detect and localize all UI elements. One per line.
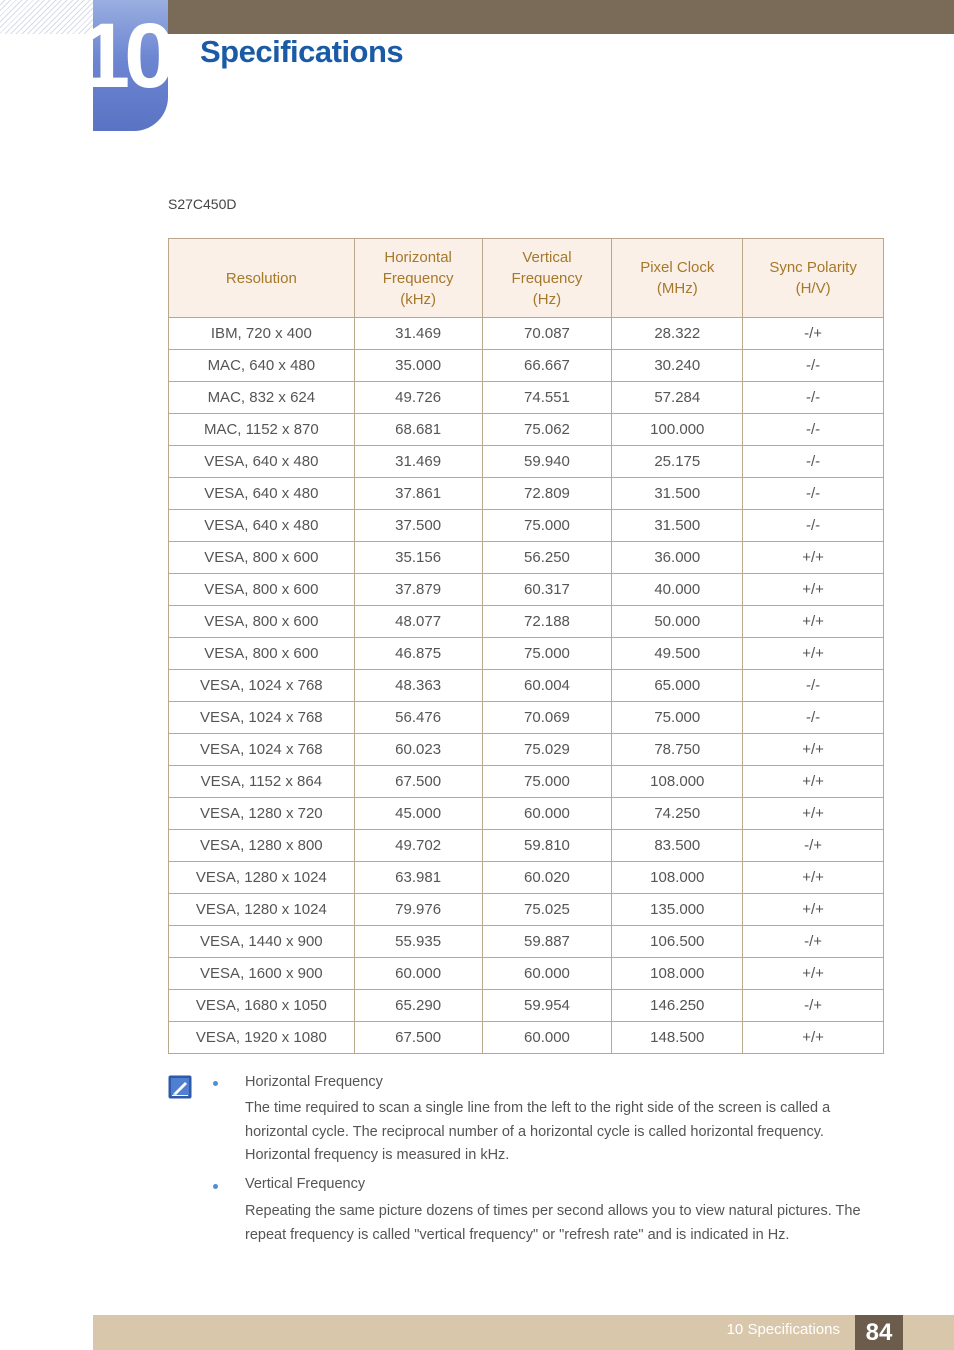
cell-horizontal-frequency: 49.726 [354,382,482,414]
cell-sync-polarity: -/- [743,446,884,478]
cell-horizontal-frequency: 56.476 [354,702,482,734]
bullet-icon [213,1184,218,1189]
column-header-resolution [169,239,355,318]
cell-sync-polarity: -/- [743,510,884,542]
header-line: (MHz) [656,280,698,297]
cell-resolution: VESA, 1024 x 768 [169,702,355,734]
cell-vertical-frequency: 59.810 [482,830,612,862]
table-row [169,638,884,670]
note-title-horizontal-frequency: Horizontal Frequency [245,1074,383,1090]
table-row [169,414,884,446]
table-body [169,318,884,1054]
cell-pixel-clock: 31.500 [612,510,743,542]
cell-vertical-frequency: 75.029 [482,734,612,766]
cell-horizontal-frequency: 48.363 [354,670,482,702]
column-header-pixel-clock [612,239,743,318]
cell-resolution: VESA, 1024 x 768 [169,734,355,766]
cell-sync-polarity: -/+ [743,318,884,350]
cell-resolution: IBM, 720 x 400 [169,318,355,350]
cell-vertical-frequency: 75.000 [482,510,612,542]
cell-vertical-frequency: 75.000 [482,638,612,670]
cell-vertical-frequency: 59.940 [482,446,612,478]
table-row [169,382,884,414]
cell-resolution: VESA, 1152 x 864 [169,766,355,798]
cell-vertical-frequency: 66.667 [482,350,612,382]
cell-horizontal-frequency: 67.500 [354,1022,482,1054]
table-row [169,798,884,830]
cell-pixel-clock: 78.750 [612,734,743,766]
cell-sync-polarity: +/+ [743,862,884,894]
cell-vertical-frequency: 60.000 [482,958,612,990]
cell-vertical-frequency: 70.087 [482,318,612,350]
cell-horizontal-frequency: 35.156 [354,542,482,574]
header-line: Sync Polarity [769,259,857,276]
cell-pixel-clock: 36.000 [612,542,743,574]
cell-horizontal-frequency: 46.875 [354,638,482,670]
table-row [169,990,884,1022]
cell-horizontal-frequency: 31.469 [354,446,482,478]
table-row [169,478,884,510]
table-row [169,510,884,542]
table-row [169,894,884,926]
cell-vertical-frequency: 60.004 [482,670,612,702]
bullet-icon [213,1081,218,1086]
cell-horizontal-frequency: 63.981 [354,862,482,894]
cell-resolution: VESA, 1280 x 1024 [169,894,355,926]
note-line: horizontal cycle. The reciprocal number of a horizontal cycle is called horizontal frequency. [245,1123,824,1140]
note-title-vertical-frequency: Vertical Frequency [245,1176,366,1192]
cell-vertical-frequency: 72.809 [482,478,612,510]
cell-vertical-frequency: 56.250 [482,542,612,574]
table-row [169,830,884,862]
cell-pixel-clock: 108.000 [612,958,743,990]
cell-resolution: VESA, 800 x 600 [169,638,355,670]
cell-resolution: VESA, 800 x 600 [169,606,355,638]
cell-horizontal-frequency: 37.500 [354,510,482,542]
table-row [169,766,884,798]
cell-horizontal-frequency: 49.702 [354,830,482,862]
cell-horizontal-frequency: 55.935 [354,926,482,958]
cell-pixel-clock: 106.500 [612,926,743,958]
table-row [169,670,884,702]
cell-pixel-clock: 28.322 [612,318,743,350]
cell-sync-polarity: +/+ [743,542,884,574]
cell-sync-polarity: -/- [743,414,884,446]
column-header-sync-polarity [743,239,884,318]
top-header-bar [168,0,954,34]
cell-resolution: VESA, 1280 x 1024 [169,862,355,894]
table-row [169,1022,884,1054]
cell-resolution: VESA, 1280 x 720 [169,798,355,830]
cell-pixel-clock: 57.284 [612,382,743,414]
cell-resolution: MAC, 640 x 480 [169,350,355,382]
note-line: Horizontal frequency is measured in kHz. [245,1147,510,1163]
cell-sync-polarity: +/+ [743,734,884,766]
column-header-vertical-frequency [482,239,612,318]
cell-pixel-clock: 148.500 [612,1022,743,1054]
cell-resolution: MAC, 832 x 624 [169,382,355,414]
cell-pixel-clock: 31.500 [612,478,743,510]
cell-sync-polarity: -/+ [743,926,884,958]
header-line: Vertical [522,248,572,266]
cell-pixel-clock: 30.240 [612,350,743,382]
table-row [169,542,884,574]
table-row [169,926,884,958]
cell-pixel-clock: 146.250 [612,990,743,1022]
table-row [169,606,884,638]
table-header-row [169,239,884,318]
note-line: The time required to scan a single line from the left to the right side of the screen is called a [245,1100,831,1116]
cell-sync-polarity: +/+ [743,1022,884,1054]
cell-resolution: VESA, 1280 x 800 [169,830,355,862]
cell-vertical-frequency: 70.069 [482,702,612,734]
cell-vertical-frequency: 60.317 [482,574,612,606]
note-body-horizontal-frequency [245,1097,885,1168]
column-header-horizontal-frequency [354,239,482,318]
header-line: Resolution [225,269,297,287]
cell-pixel-clock: 75.000 [612,702,743,734]
cell-pixel-clock: 25.175 [612,446,743,478]
cell-vertical-frequency: 60.020 [482,862,612,894]
cell-vertical-frequency: 75.000 [482,766,612,798]
cell-pixel-clock: 74.250 [612,798,743,830]
cell-resolution: VESA, 800 x 600 [169,542,355,574]
cell-pixel-clock: 108.000 [612,862,743,894]
note-body-vertical-frequency [245,1200,885,1247]
cell-pixel-clock: 65.000 [612,670,743,702]
table-row [169,350,884,382]
cell-sync-polarity: -/- [743,478,884,510]
cell-horizontal-frequency: 31.469 [354,318,482,350]
chapter-tab [79,0,170,131]
cell-horizontal-frequency: 37.879 [354,574,482,606]
chapter-number: 10 [79,5,170,107]
cell-pixel-clock: 40.000 [612,574,743,606]
cell-vertical-frequency: 59.954 [482,990,612,1022]
cell-horizontal-frequency: 37.861 [354,478,482,510]
table-row [169,734,884,766]
cell-vertical-frequency: 59.887 [482,926,612,958]
header-line: (Hz) [532,290,562,308]
cell-horizontal-frequency: 35.000 [354,350,482,382]
table-row [169,862,884,894]
cell-vertical-frequency: 74.551 [482,382,612,414]
table-row [169,446,884,478]
cell-sync-polarity: -/- [743,702,884,734]
table-row [169,958,884,990]
cell-sync-polarity: -/+ [743,990,884,1022]
cell-pixel-clock: 50.000 [612,606,743,638]
specification-table [168,238,884,1054]
table-row [169,702,884,734]
cell-resolution: VESA, 1600 x 900 [169,958,355,990]
cell-horizontal-frequency: 48.077 [354,606,482,638]
cell-sync-polarity: -/+ [743,830,884,862]
cell-horizontal-frequency: 67.500 [354,766,482,798]
cell-pixel-clock: 49.500 [612,638,743,670]
cell-horizontal-frequency: 79.976 [354,894,482,926]
header-line: (kHz) [400,290,437,308]
cell-sync-polarity: +/+ [743,766,884,798]
cell-vertical-frequency: 72.188 [482,606,612,638]
cell-pixel-clock: 100.000 [612,414,743,446]
cell-pixel-clock: 83.500 [612,830,743,862]
cell-resolution: VESA, 1024 x 768 [169,670,355,702]
cell-vertical-frequency: 60.000 [482,1022,612,1054]
note-icon [168,1075,192,1099]
cell-resolution: VESA, 640 x 480 [169,510,355,542]
header-line: Horizontal [384,248,452,266]
note-line: Repeating the same picture dozens of times per second allows you to view natural pictures. The [245,1203,861,1219]
cell-sync-polarity: +/+ [743,958,884,990]
cell-pixel-clock: 135.000 [612,894,743,926]
cell-sync-polarity: +/+ [743,574,884,606]
header-line: Pixel Clock [640,259,715,276]
cell-sync-polarity: +/+ [743,894,884,926]
cell-vertical-frequency: 60.000 [482,798,612,830]
cell-sync-polarity: +/+ [743,638,884,670]
model-name: S27C450D [168,196,237,212]
cell-horizontal-frequency: 65.290 [354,990,482,1022]
header-line: (H/V) [795,280,831,297]
cell-resolution: VESA, 640 x 480 [169,446,355,478]
table-row [169,574,884,606]
table-row [169,318,884,350]
header-line: Frequency [511,269,583,287]
cell-horizontal-frequency: 45.000 [354,798,482,830]
cell-pixel-clock: 108.000 [612,766,743,798]
cell-vertical-frequency: 75.062 [482,414,612,446]
cell-resolution: VESA, 1440 x 900 [169,926,355,958]
cell-horizontal-frequency: 60.000 [354,958,482,990]
cell-resolution: VESA, 800 x 600 [169,574,355,606]
page-title: Specifications [200,34,404,69]
page-number: 84 [855,1315,903,1350]
cell-resolution: MAC, 1152 x 870 [169,414,355,446]
cell-vertical-frequency: 75.025 [482,894,612,926]
cell-resolution: VESA, 640 x 480 [169,478,355,510]
cell-sync-polarity: -/- [743,382,884,414]
cell-resolution: VESA, 1920 x 1080 [169,1022,355,1054]
cell-horizontal-frequency: 68.681 [354,414,482,446]
note-line: repeat frequency is called "vertical frequency" or "refresh rate" and is indicated in Hz. [245,1226,790,1243]
cell-sync-polarity: +/+ [743,606,884,638]
cell-sync-polarity: -/- [743,670,884,702]
cell-sync-polarity: -/- [743,350,884,382]
cell-resolution: VESA, 1680 x 1050 [169,990,355,1022]
cell-sync-polarity: +/+ [743,798,884,830]
header-line: Frequency [382,269,454,287]
footer-section-label: 10 Specifications [726,1321,840,1338]
cell-horizontal-frequency: 60.023 [354,734,482,766]
